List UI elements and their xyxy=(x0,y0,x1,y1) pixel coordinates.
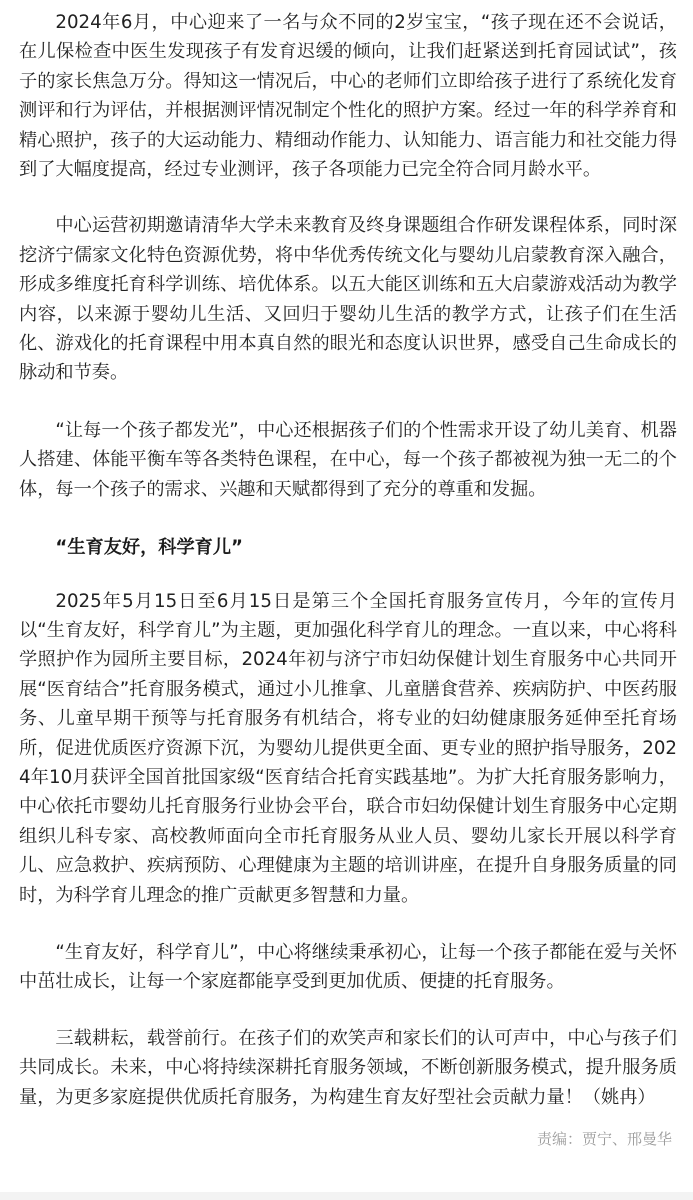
paragraph-1: 2024年6月，中心迎来了一名与众不同的2岁宝宝，“孩子现在还不会说话，在儿保检查中医生发现孩子有发育迟缓的倾向，让我们赶紧送到托育园试试”，孩子的家长焦急万分。得知这一情况后，中心的老师们立即给孩子进行了系统化发育测评和行为评估，并根据测评情况制定个性化的照护方案。经过一年的科学养育和精心照护，孩子的大运动能力、精细动作能力、认知能力、语言能力和社交能力得到了大幅度提高，经过专业测评，孩子各项能力已完全符合同月龄水平。 xyxy=(19,12,677,181)
paragraph-6: 三载耕耘，载誉前行。在孩子们的欢笑声和家长们的认可声中，中心与孩子们共同成长。未来，中心将持续深耕托育服务领域，不断创新服务模式，提升服务质量，为更多家庭提供优质托育服务，为构建生育友好型社会贡献力量！（姚冉） xyxy=(19,1027,677,1108)
paragraph-4: 2025年5月15日至6月15日是第三个全国托育服务宣传月，今年的宣传月以“生育友好，科学育儿”为主题，更加强化科学育儿的理念。一直以来，中心将科学照护作为园所主要目标，2024年初与济宁市妇幼保健计划生育服务中心共同开展“医育结合”托育服务模式，通过小儿推拿、儿童膳食营养、疾病防护、中医药服务、儿童早期干预等与托育服务有机结合，将专业的妇幼健康服务延伸至托育场所，促进优质医疗资源下沉，为婴幼儿提供更全面、更专业的照护指导服务，2024年10月获评全国首批国家级“医育结合托育实践基地”。为扩大托育服务影响力，中心依托市婴幼儿托育服务行业协会平台，联合市妇幼保健计划生育服务中心定期组织儿科专家、高校教师面向全市托育服务从业人员、婴幼儿家长开展以科学育儿、应急救护、疾病预防、心理健康为主题的培训讲座，在提升自身服务质量的同时，为科学育儿理念的推广贡献更多智慧和力量。 xyxy=(19,590,677,906)
editor-credit: 责编：贾宁、邢曼华 xyxy=(536,1130,672,1148)
paragraph-3: “让每一个孩子都发光”，中心还根据孩子们的个性需求开设了幼儿美育、机器人搭建、体能平衡车等各类特色课程，在中心，每一个孩子都被视为独一无二的个体，每一个孩子的需求、兴趣和天赋都得到了充分的尊重和发掘。 xyxy=(19,419,677,500)
paragraph-2: 中心运营初期邀请清华大学未来教育及终身课题组合作研发课程体系，同时深挖济宁儒家文化特色资源优势，将中华优秀传统文化与婴幼儿启蒙教育深入融合，形成多维度托育科学训练、培优体系。以五大能区训练和五大启蒙游戏活动为教学内容，以来源于婴幼儿生活、又回归于婴幼儿生活的教学方式，让孩子们在生活化、游戏化的托育课程中用本真自然的眼光和态度认识世界，感受自己生命成长的脉动和节奏。 xyxy=(19,215,677,384)
bottom-divider xyxy=(0,1192,693,1200)
section-heading: “生育友好，科学育儿” xyxy=(55,537,243,559)
paragraph-5: “生育友好，科学育儿”，中心将继续秉承初心，让每一个孩子都能在爱与关怀中茁壮成长，让每一个家庭都能享受到更加优质、便捷的托育服务。 xyxy=(19,941,677,993)
